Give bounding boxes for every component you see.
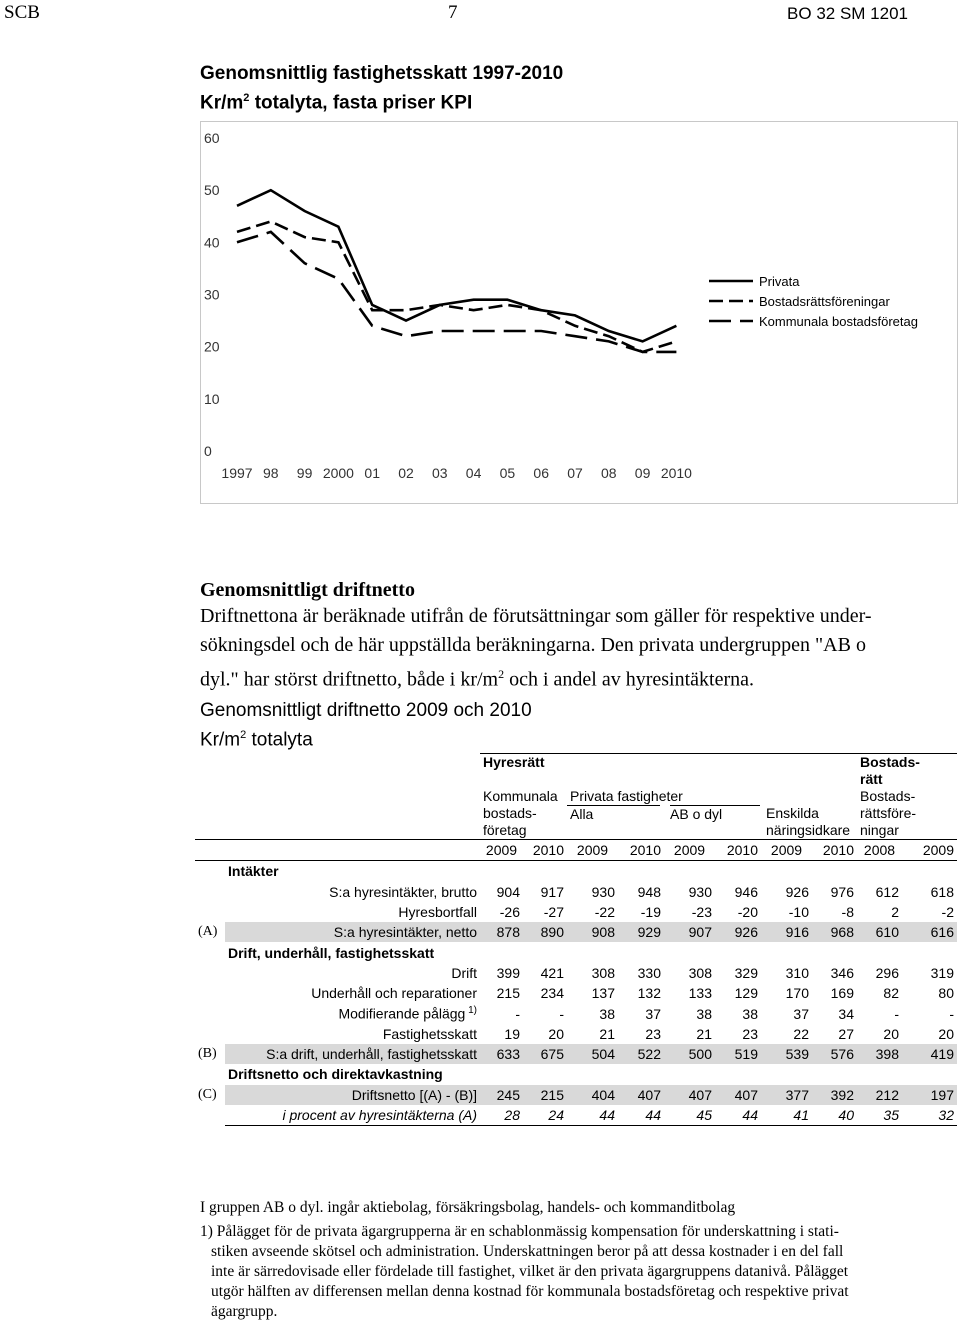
table-cell: 212 — [857, 1085, 902, 1105]
table-row — [195, 983, 957, 1003]
x-tick-label: 06 — [533, 465, 549, 481]
table-cell: 19 — [504, 1025, 520, 1042]
table-cell: 421 — [540, 964, 564, 981]
table-cell: 930 — [591, 883, 615, 900]
series-line-2 — [237, 232, 676, 352]
table-cell: 21 — [696, 1025, 712, 1042]
section-driftnetto: Driftsnetto och direktavkastning — [228, 1066, 443, 1083]
table-cell: 392 — [812, 1085, 857, 1105]
table-cell: 539 — [761, 1044, 812, 1064]
header-enskilda: Enskilda näringsidkare — [766, 805, 851, 838]
table-cell: 917 — [540, 883, 564, 900]
table-cell: -27 — [543, 904, 564, 921]
table-cell: -22 — [594, 904, 615, 921]
legend-label: Privata — [759, 274, 800, 289]
year-header: 2009 — [902, 840, 957, 861]
table-cell: 169 — [830, 985, 854, 1002]
row-label: Hyresbortfall — [398, 904, 477, 921]
row-marker: (B) — [198, 1046, 217, 1062]
row-label: Drift — [451, 964, 477, 981]
table-cell: -10 — [788, 904, 809, 921]
row-label: S:a drift, underhåll, fastighetsskatt — [225, 1044, 480, 1064]
row-label: Modifierande pålägg $^{1)}$ — [338, 1005, 477, 1022]
header-bostadsratt: Bostads- rätt — [857, 754, 957, 789]
year-header: 2010 — [523, 840, 567, 861]
x-tick-label: 2000 — [322, 465, 354, 481]
table-cell: 38 — [599, 1005, 615, 1022]
table-row — [195, 1003, 957, 1023]
table-cell: 170 — [785, 985, 809, 1002]
year-header: 2010 — [812, 840, 857, 861]
table-cell: 44 — [715, 1105, 761, 1126]
table-title — [200, 699, 532, 752]
year-header: 2009 — [480, 840, 523, 861]
y-tick-label: 30 — [204, 286, 220, 303]
y-tick-label: 40 — [204, 234, 220, 251]
table-cell: 2 — [891, 904, 899, 921]
x-tick-label: 98 — [263, 465, 279, 481]
table-cell: 519 — [715, 1044, 761, 1064]
year-header: 2009 — [567, 840, 618, 861]
row-label: i procent av hyresintäkterna (A) — [225, 1105, 480, 1126]
section-heading: Genomsnittligt driftnetto — [200, 579, 415, 601]
table-row — [195, 963, 957, 983]
table-cell: 319 — [930, 964, 954, 981]
table-cell: 245 — [480, 1085, 523, 1105]
x-tick-label: 05 — [499, 465, 516, 481]
row-marker — [195, 963, 225, 983]
table-row — [195, 902, 957, 922]
table-cell: 44 — [567, 1105, 618, 1126]
chart-title-line2: $Kr/m^2$ totalyta, fasta priser KPI — [200, 92, 473, 114]
table-cell: 28 — [480, 1105, 523, 1126]
y-tick-label: 0 — [204, 443, 212, 459]
y-tick-label: 50 — [204, 182, 220, 199]
table-cell: - — [559, 1005, 564, 1022]
x-tick-label: 2010 — [660, 465, 692, 481]
table-row — [195, 1085, 957, 1105]
table-cell: -23 — [691, 904, 712, 921]
table-cell: 34 — [838, 1005, 854, 1022]
table-cell: 133 — [688, 985, 712, 1002]
x-tick-label: 08 — [601, 465, 617, 481]
year-header: 2009 — [664, 840, 715, 861]
table-cell: 926 — [715, 922, 761, 942]
y-tick-label: 10 — [204, 390, 220, 407]
row-marker — [195, 882, 225, 902]
table-cell: 612 — [875, 883, 899, 900]
table-cell: 32 — [902, 1105, 957, 1126]
chart-title — [200, 62, 563, 115]
year-header: 2010 — [715, 840, 761, 861]
table-cell: 40 — [812, 1105, 857, 1126]
row-marker: (A) — [198, 924, 218, 940]
table-cell: -26 — [499, 904, 520, 921]
table-cell: 500 — [664, 1044, 715, 1064]
table-cell: 419 — [902, 1044, 957, 1064]
table-cell: 890 — [523, 922, 567, 942]
header-abodyl: AB o dyl — [670, 805, 760, 839]
x-tick-label: 99 — [296, 465, 313, 481]
table-title-line1: Genomsnittligt driftnetto 2009 och 2010 — [200, 700, 532, 721]
table-cell: 610 — [857, 922, 902, 942]
table-cell: 407 — [664, 1085, 715, 1105]
year-row — [195, 840, 957, 861]
row-marker — [195, 1024, 225, 1044]
table-title-line2: $Kr/m^2$ totalyta — [200, 729, 313, 751]
year-header: 2010 — [618, 840, 664, 861]
header-privata-group — [567, 788, 857, 840]
x-tick-label: 01 — [364, 465, 380, 481]
table-cell: 878 — [480, 922, 523, 942]
page-number: 7 — [448, 2, 458, 23]
legend-label: Bostadsrättsföreningar — [759, 294, 890, 309]
table-cell: 20 — [883, 1025, 899, 1042]
header-kommunala: Kommunala bostads- företag — [483, 788, 558, 838]
table-cell: 576 — [812, 1044, 857, 1064]
table-cell: 38 — [742, 1005, 758, 1022]
table-cell: 215 — [523, 1085, 567, 1105]
table-cell: - — [949, 1005, 954, 1022]
row-marker — [195, 902, 225, 922]
table-cell: 308 — [591, 964, 615, 981]
table-cell: 618 — [930, 883, 954, 900]
x-tick-label: 09 — [634, 465, 651, 481]
table-cell: 926 — [785, 883, 809, 900]
table-cell: 308 — [688, 964, 712, 981]
table-cell: 633 — [480, 1044, 523, 1064]
table-cell: 616 — [902, 922, 957, 942]
chart-frame — [200, 121, 958, 504]
table-cell: 675 — [523, 1044, 567, 1064]
table-cell: 137 — [591, 985, 615, 1002]
table-cell: 929 — [618, 922, 664, 942]
table-cell: - — [515, 1005, 520, 1022]
table-cell: 215 — [496, 985, 520, 1002]
table-cell: 27 — [838, 1025, 854, 1042]
table-cell: 377 — [761, 1085, 812, 1105]
table-cell: 22 — [793, 1025, 809, 1042]
table-cell: 37 — [793, 1005, 809, 1022]
row-label: S:a hyresintäkter, brutto — [329, 883, 477, 900]
table-cell: 399 — [496, 964, 520, 981]
table-cell: 346 — [830, 964, 854, 981]
legend-label: Kommunala bostadsföretag — [759, 314, 918, 329]
y-tick-label: 20 — [204, 338, 220, 355]
row-marker — [195, 1105, 225, 1126]
table-cell: 45 — [664, 1105, 715, 1126]
header-privata: Privata fastigheter — [570, 788, 683, 804]
table-cell: 908 — [567, 922, 618, 942]
header-brf: Bostads- rättsföre- ningar — [860, 788, 917, 838]
header-left: SCB — [4, 2, 40, 23]
x-tick-label: 1997 — [221, 465, 253, 481]
table-cell: 504 — [567, 1044, 618, 1064]
table-cell: -19 — [640, 904, 661, 921]
table-cell: 296 — [875, 964, 899, 981]
section-intakter: Intäkter — [228, 863, 279, 880]
table-cell: 38 — [696, 1005, 712, 1022]
table-cell: 37 — [645, 1005, 661, 1022]
table-cell: 904 — [496, 883, 520, 900]
table-cell: 132 — [637, 985, 661, 1002]
table-cell: 404 — [567, 1085, 618, 1105]
table-row — [195, 882, 957, 902]
row-marker — [195, 983, 225, 1003]
chart-title-line1: Genomsnittlig fastighetsskatt 1997-2010 — [200, 63, 564, 84]
table-row — [195, 1105, 957, 1126]
table-cell: -20 — [737, 904, 758, 921]
footnote-ab: I gruppen AB o dyl. ingår aktiebolag, försäkringsbolag, handels- och kommanditbolag — [200, 1199, 736, 1216]
table-cell: 946 — [734, 883, 758, 900]
year-header: 2008 — [857, 840, 902, 861]
table-cell: 234 — [540, 985, 564, 1002]
x-tick-label: 04 — [465, 465, 482, 481]
table-row — [195, 1044, 957, 1064]
table-cell: 21 — [599, 1025, 615, 1042]
table-cell: 407 — [715, 1085, 761, 1105]
paragraph-line: Driftnettona är beräknade utifrån de förutsättningar som gäller för respektive under- — [200, 605, 872, 627]
table-cell: 968 — [812, 922, 857, 942]
row-label: Underhåll och reparationer — [311, 985, 477, 1002]
table-cell: 948 — [637, 883, 661, 900]
table-row — [195, 922, 957, 942]
row-label: S:a hyresintäkter, netto — [225, 922, 480, 942]
table-cell: 35 — [857, 1105, 902, 1126]
table-cell: 20 — [938, 1025, 954, 1042]
table-cell: 976 — [830, 883, 854, 900]
table-cell: 330 — [637, 964, 661, 981]
table-cell: 129 — [734, 985, 758, 1002]
year-header: 2009 — [761, 840, 812, 861]
table-cell: 24 — [523, 1105, 567, 1126]
table-cell: 80 — [938, 985, 954, 1002]
table-cell: 398 — [857, 1044, 902, 1064]
table-cell: 329 — [734, 964, 758, 981]
table-cell: - — [894, 1005, 899, 1022]
table-cell: 916 — [761, 922, 812, 942]
footnote-1: 1) Pålägget för de privata ägargrupperna är en schablonmässig kompensation för underskattning i stati- stiken avseende skötsel och administration. Underskattningen beror på att dessa kostnader i en del fall inte är särredovisade eller fördelade till fastighet, vilket är den privata ägargruppens datanivå. Pålägget utgör hälften av differensen mellan denna kostnad för kommunala bostadsföretag och respektive privat ägargrupp. — [200, 1223, 849, 1320]
table-cell: 20 — [548, 1025, 564, 1042]
row-marker: (C) — [198, 1086, 217, 1102]
row-label: Fastighetsskatt — [382, 1025, 477, 1042]
section-drift: Drift, underhåll, fastighetsskatt — [228, 944, 435, 961]
line-chart — [201, 122, 957, 503]
driftnetto-table — [195, 753, 957, 1126]
section-paragraph — [200, 602, 960, 695]
table-cell: 197 — [902, 1085, 957, 1105]
table-cell: -8 — [841, 904, 854, 921]
y-tick-label: 60 — [204, 130, 220, 146]
table-cell: 82 — [883, 985, 899, 1002]
table-cell: 44 — [618, 1105, 664, 1126]
x-tick-label: 07 — [567, 465, 583, 481]
table-row — [195, 1024, 957, 1044]
header-right: BO 32 SM 1201 — [787, 4, 908, 23]
table-cell: 41 — [761, 1105, 812, 1126]
header-alla: Alla — [567, 805, 660, 839]
table-cell: 310 — [785, 964, 809, 981]
series-line-0 — [237, 190, 676, 341]
table-cell: -2 — [941, 904, 954, 921]
row-marker — [195, 1003, 225, 1023]
x-tick-label: 03 — [432, 465, 448, 481]
paragraph-line: sökningsdel och de här uppställda beräkningarna. Den privata undergruppen "AB o — [200, 634, 866, 656]
table-cell: 522 — [618, 1044, 664, 1064]
x-tick-label: 02 — [398, 465, 414, 481]
table-cell: 930 — [688, 883, 712, 900]
table-cell: 23 — [645, 1025, 661, 1042]
table-cell: 23 — [742, 1025, 758, 1042]
header-hyresratt: Hyresrätt — [480, 754, 857, 789]
table-cell: 907 — [664, 922, 715, 942]
paragraph-line: dyl." har störst driftnetto, både i $kr/m^2$ och i andel av hyresintäkterna. — [200, 667, 755, 691]
row-label: Driftsnetto [(A) - (B)] — [225, 1085, 480, 1105]
table-cell: 407 — [618, 1085, 664, 1105]
